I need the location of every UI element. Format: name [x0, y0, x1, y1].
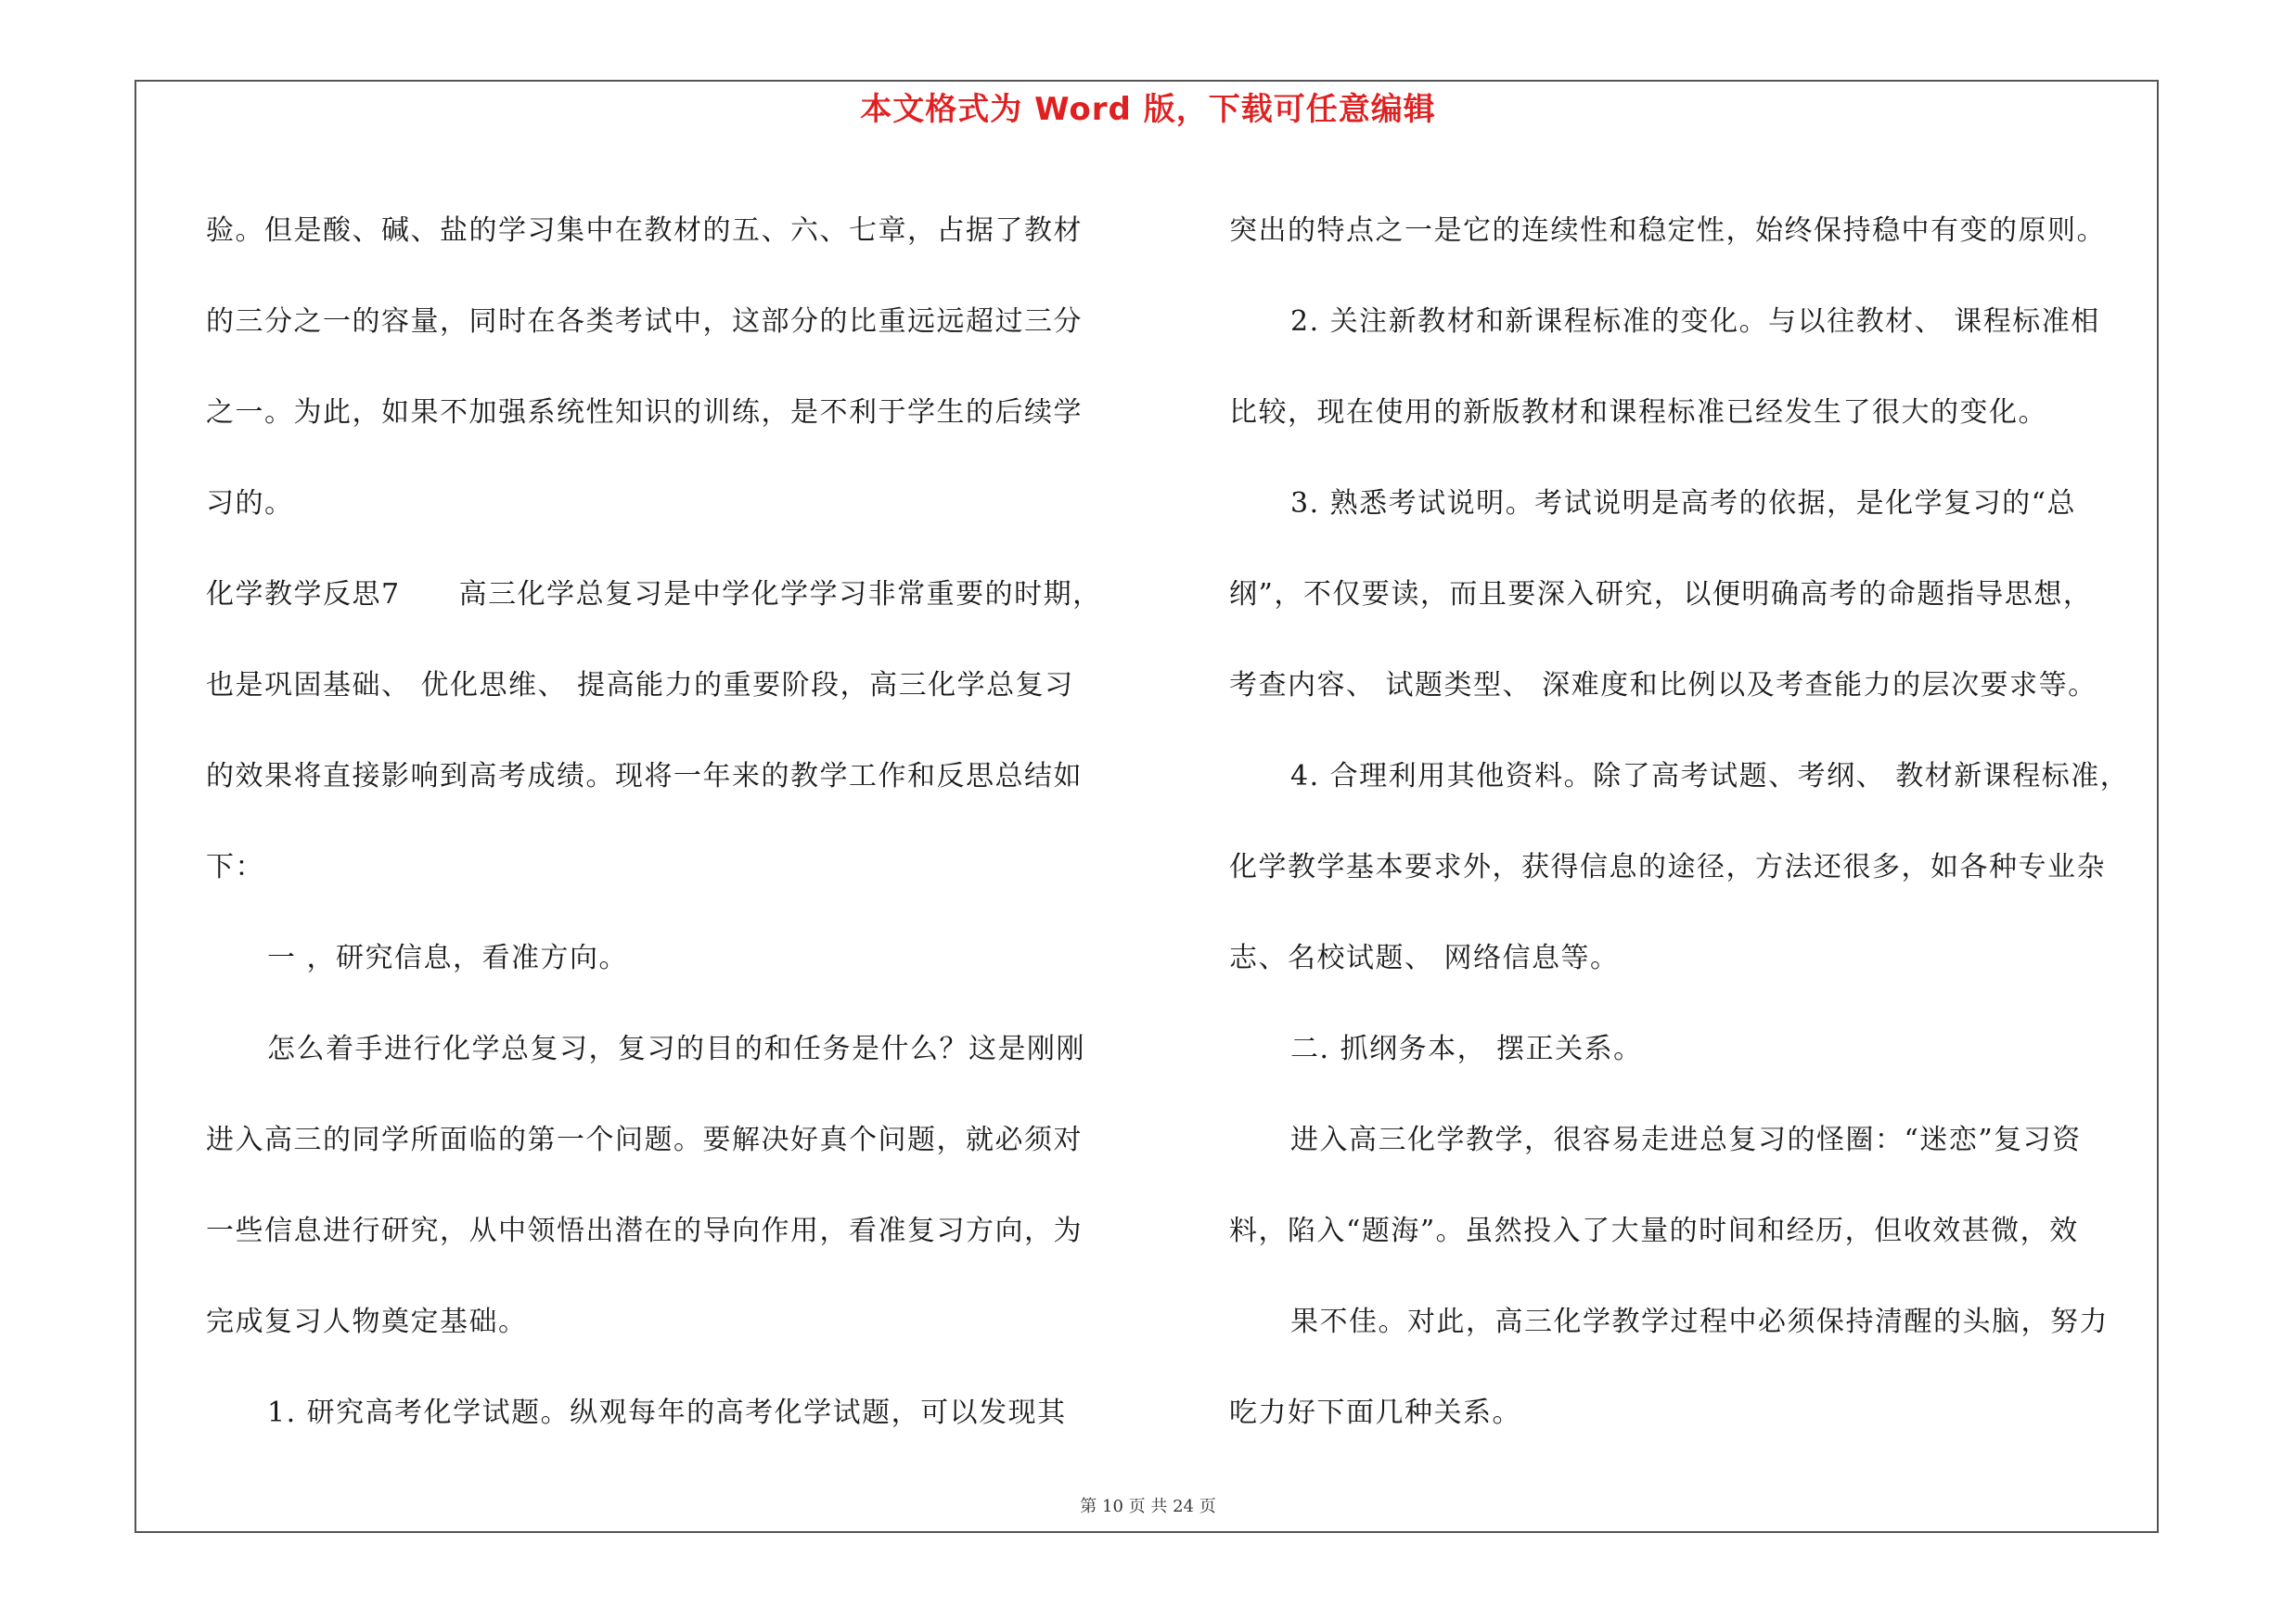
right-column-line: 3. 熟悉考试说明。考试说明是高考的依据，是化学复习的“总 [1290, 487, 2076, 520]
left-column-line: 验。但是酸、碱、盐的学习集中在教材的五、六、七章，占据了教材 [206, 214, 1083, 247]
left-column-line: 习的。 [206, 487, 294, 520]
right-column-line: 纲”，不仅要读，而且要深入研究，以便明确高考的命题指导思想， [1229, 578, 2093, 611]
page-footer-number: 第 10 页 共 24 页 [1080, 1497, 1216, 1516]
left-column-line: 之一。为此，如果不加强系统性知识的训练，是不利于学生的后续学 [206, 396, 1083, 429]
right-column-line: 2. 关注新教材和新课程标准的变化。与以往教材、 课程标准相 [1290, 305, 2100, 338]
right-column-line: 4. 合理利用其他资料。除了高考试题、考纲、 教材新课程标准， [1290, 760, 2130, 792]
right-column-line: 志、名校试题、 网络信息等。 [1229, 942, 1620, 974]
document-header-title: 本文格式为 Word 版，下载可任意编辑 [860, 91, 1436, 128]
right-text-column [1229, 186, 2185, 1459]
left-column-line: 1. 研究高考化学试题。纵观每年的高考化学试题，可以发现其 [267, 1397, 1067, 1429]
left-column-line: 进入高三的同学所面临的第一个问题。要解决好真个问题，就必须对 [206, 1124, 1083, 1156]
right-column-line: 突出的特点之一是它的连续性和稳定性，始终保持稳中有变的原则。 [1229, 214, 2106, 247]
right-column-line: 吃力好下面几种关系。 [1229, 1397, 1521, 1429]
left-column-line: 的三分之一的容量，同时在各类考试中，这部分的比重远远超过三分 [206, 305, 1083, 338]
right-column-line: 化学教学基本要求外，获得信息的途径，方法还很多，如各种专业杂 [1229, 851, 2106, 883]
right-column-line: 果不佳。对此，高三化学教学过程中必须保持清醒的头脑，努力 [1290, 1306, 2109, 1338]
right-column-line: 进入高三化学教学，很容易走进总复习的怪圈：“迷恋”复习资 [1290, 1124, 2082, 1156]
right-column-line: 考查内容、 试题类型、 深难度和比例以及考查能力的层次要求等。 [1229, 669, 2097, 702]
left-text-column [206, 186, 1143, 1459]
right-column-line: 二. 抓纲务本， 摆正关系。 [1290, 1033, 1643, 1065]
left-column-line: 下： [206, 851, 264, 883]
left-column-line: 一 ，研究信息，看准方向。 [267, 942, 629, 974]
left-column-line: 一些信息进行研究，从中领悟出潜在的导向作用，看准复习方向，为 [206, 1215, 1083, 1247]
left-column-line: 怎么着手进行化学总复习，复习的目的和任务是什么？这是刚刚 [267, 1033, 1085, 1065]
right-column-line: 比较，现在使用的新版教材和课程标准已经发生了很大的变化。 [1229, 396, 2047, 429]
right-column-line: 料，陷入“题海”。虽然投入了大量的时间和经历，但收效甚微，效 [1229, 1215, 2079, 1247]
left-column-line: 也是巩固基础、 优化思维、 提高能力的重要阶段，高三化学总复习 [206, 669, 1074, 702]
left-column-line: 的效果将直接影响到高考成绩。现将一年来的教学工作和反思总结如 [206, 760, 1083, 792]
left-column-line: 化学教学反思7 高三化学总复习是中学化学学习非常重要的时期， [206, 578, 1102, 611]
left-column-line: 完成复习人物奠定基础。 [206, 1306, 528, 1338]
